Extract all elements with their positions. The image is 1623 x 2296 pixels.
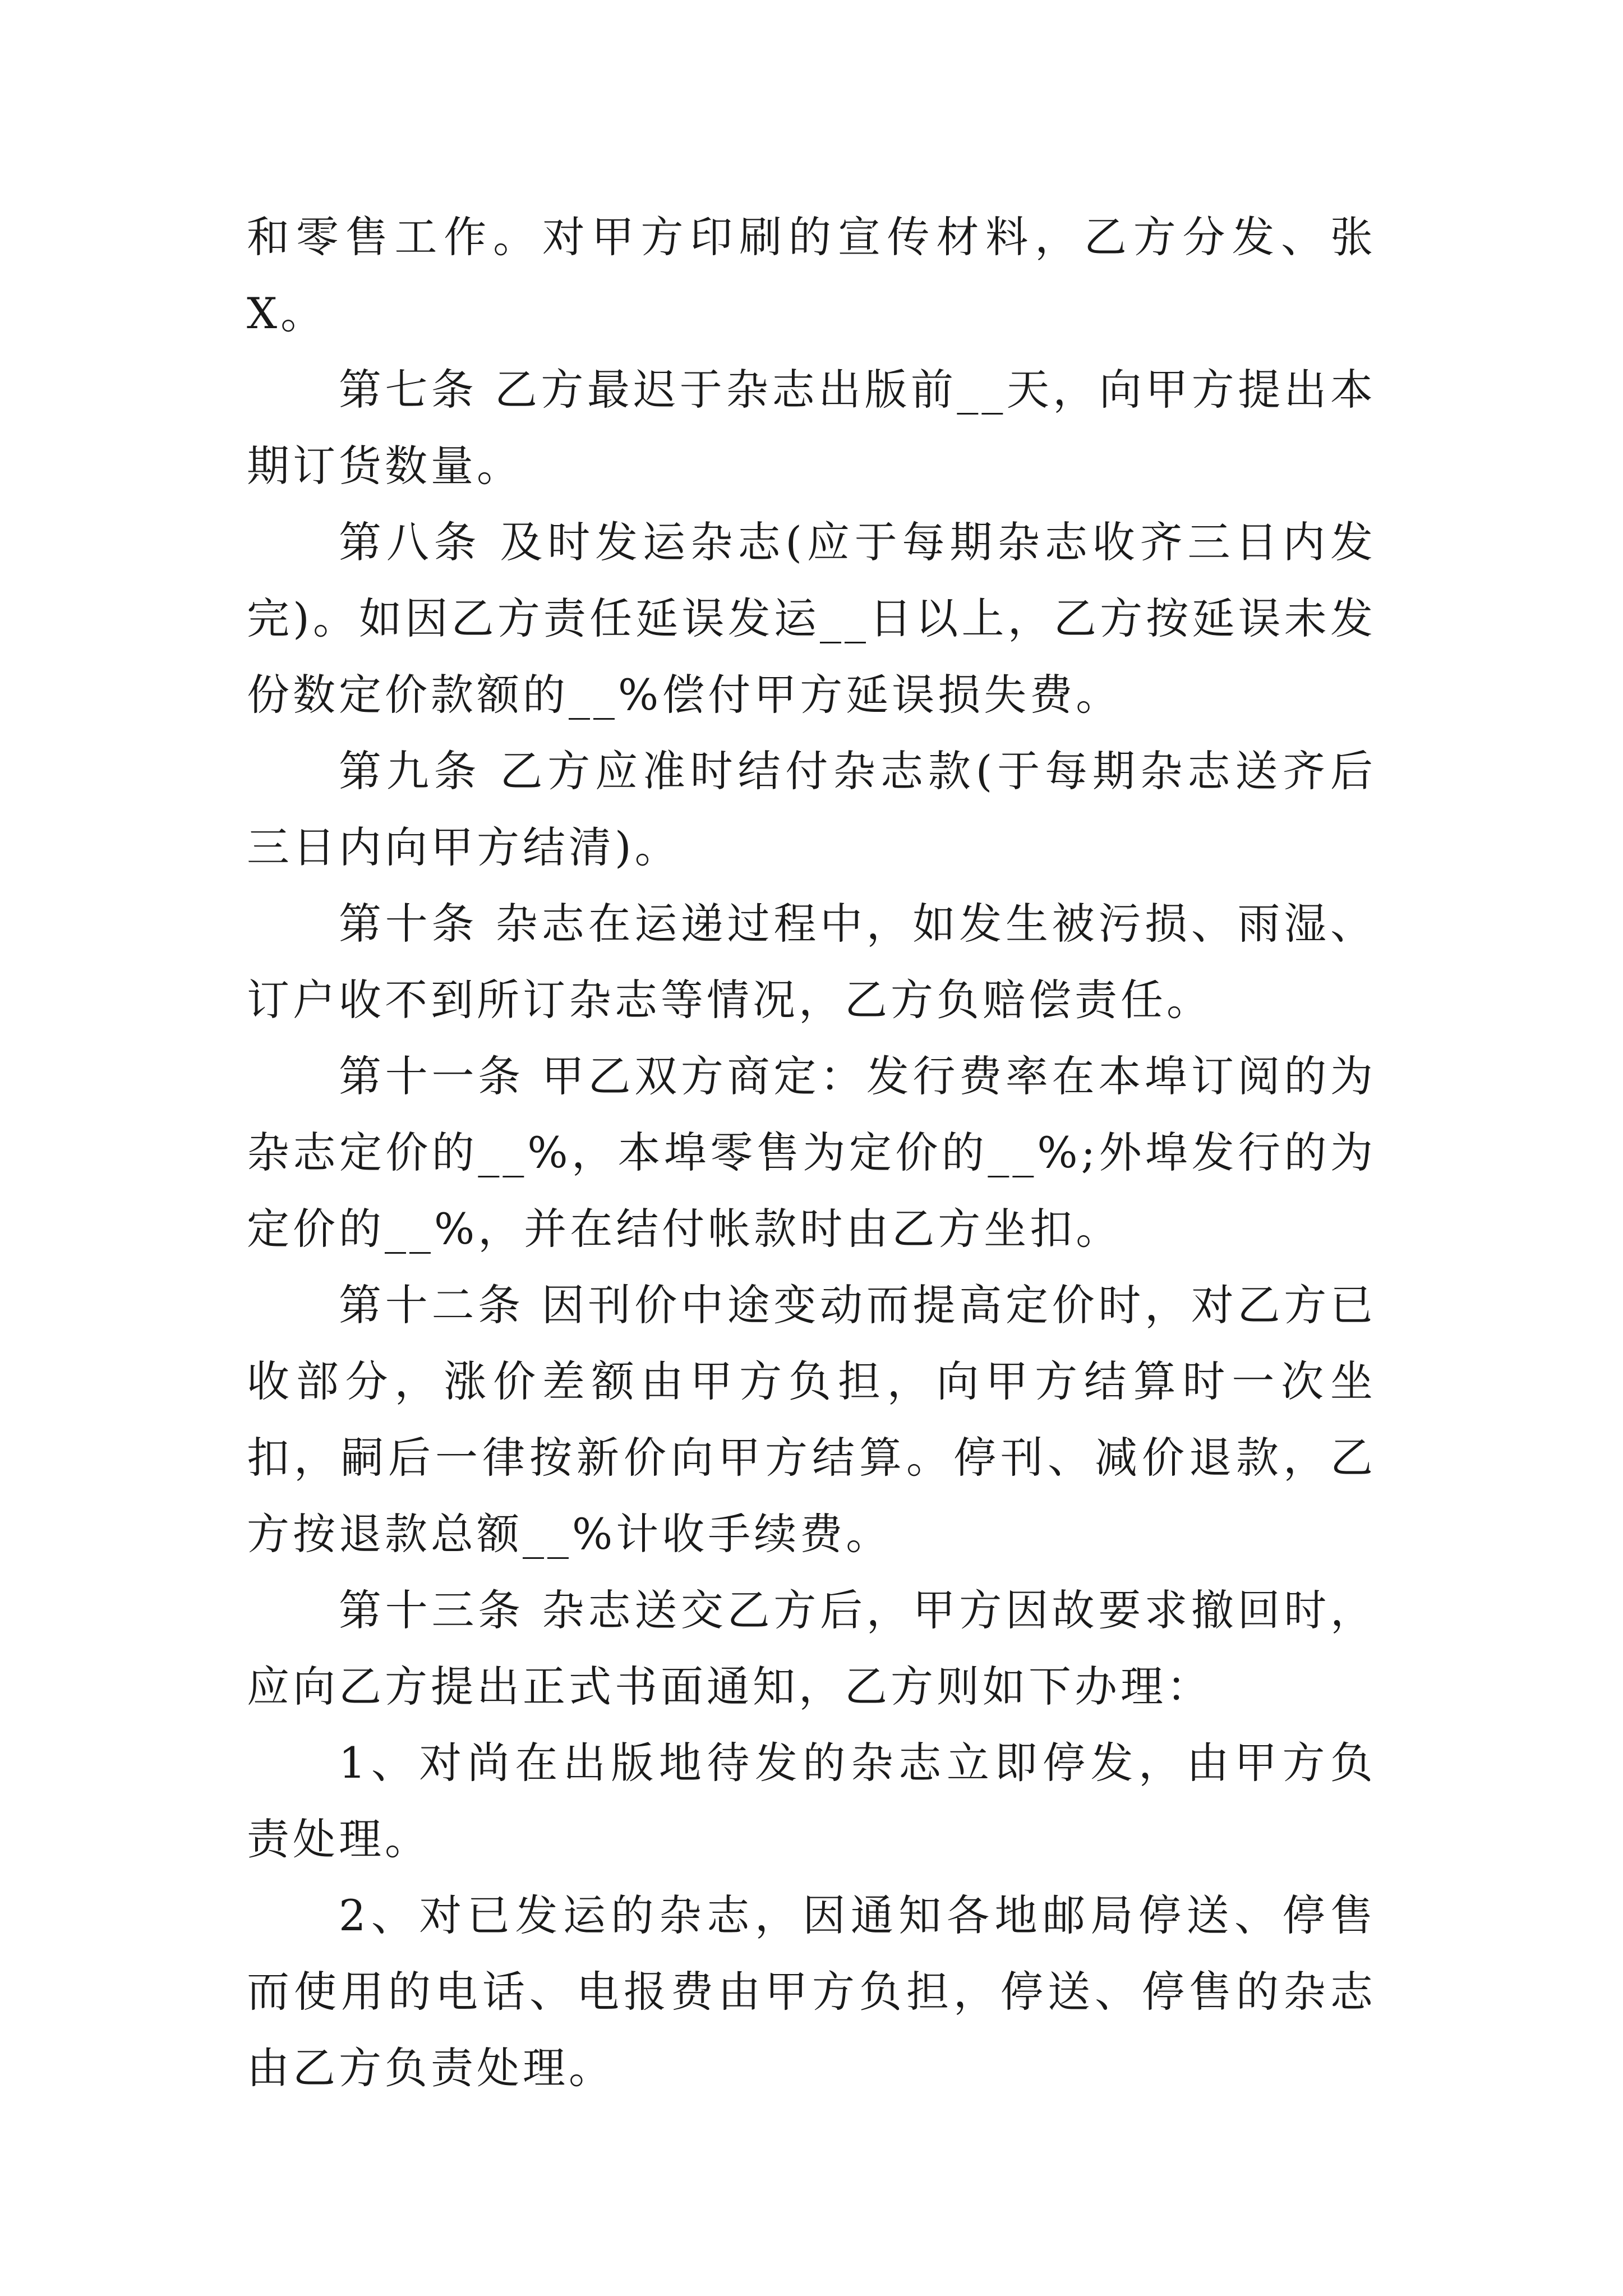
paragraph-article-8: 第八条 及时发运杂志(应于每期杂志收齐三日内发完)。如因乙方责任延误发运__日以上，乙方按延误未发份数定价款额的__%偿付甲方延误损失费。 bbox=[247, 517, 1376, 720]
paragraph-article-11: 第十一条 甲乙双方商定：发行费率在本埠订阅的为杂志定价的__%，本埠零售为定价的__%;外埠发行的为定价的__%，并在结付帐款时由乙方坐扣。 bbox=[247, 1051, 1376, 1254]
document-body bbox=[247, 199, 1376, 2106]
paragraph-item-1: 1、对尚在出版地待发的杂志立即停发，由甲方负责处理。 bbox=[247, 1738, 1376, 1864]
paragraph-article-9: 第九条 乙方应准时结付杂志款(于每期杂志送齐后三日内向甲方结清)。 bbox=[247, 746, 1376, 872]
paragraph-article-13: 第十三条 杂志送交乙方后，甲方因故要求撤回时，应向乙方提出正式书面通知，乙方则如下办理： bbox=[247, 1585, 1376, 1711]
paragraph-article-7: 第七条 乙方最迟于杂志出版前__天，向甲方提出本期订货数量。 bbox=[247, 365, 1376, 491]
paragraph-continuation: 和零售工作。对甲方印刷的宣传材料，乙方分发、张X。 bbox=[247, 212, 1376, 338]
paragraph-article-12: 第十二条 因刊价中途变动而提高定价时，对乙方已收部分，涨价差额由甲方负担，向甲方结算时一次坐扣，嗣后一律按新价向甲方结算。停刊、减价退款，乙方按退款总额__%计收手续费。 bbox=[247, 1280, 1376, 1559]
paragraph-article-10: 第十条 杂志在运递过程中，如发生被污损、雨湿、订户收不到所订杂志等情况，乙方负赔偿责任。 bbox=[247, 899, 1376, 1025]
paragraph-item-2: 2、对已发运的杂志，因通知各地邮局停送、停售而使用的电话、电报费由甲方负担，停送、停售的杂志由乙方负责处理。 bbox=[247, 1890, 1376, 2093]
